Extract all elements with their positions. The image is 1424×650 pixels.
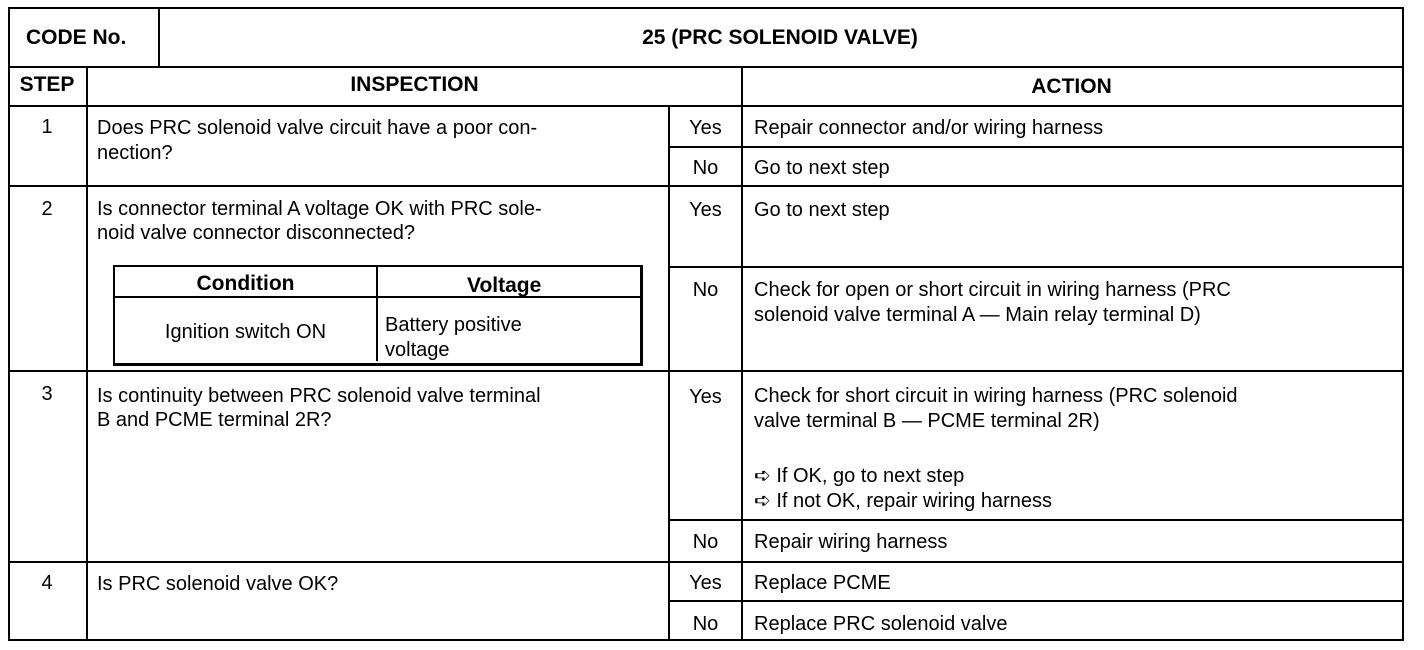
action-text: Replace PCME	[754, 572, 891, 594]
step-number: 2	[41, 198, 53, 220]
action-text: Check for open or short circuit in wiring harness (PRC	[754, 279, 1231, 301]
col-step: STEP	[19, 73, 75, 96]
rule-row1-bottom	[8, 185, 1402, 187]
action-text: Go to next step	[754, 157, 890, 179]
step-number: 3	[41, 383, 53, 405]
step-number: 1	[41, 116, 53, 138]
action-text: Go to next step	[754, 199, 890, 221]
rule-row4-mid	[668, 600, 1402, 602]
rule-answer-divider	[668, 105, 670, 639]
code-label: CODE No.	[26, 26, 127, 49]
inspection-text: Is PRC solenoid valve OK?	[97, 573, 339, 595]
action-subitem: ➪ If OK, go to next step	[754, 465, 965, 487]
subtable-header-voltage: Voltage	[467, 274, 542, 297]
rule-step-divider	[86, 66, 88, 639]
action-text: Replace PRC solenoid valve	[754, 613, 1008, 635]
inspection-text: nection?	[97, 142, 173, 164]
rule-header-bottom	[8, 66, 1402, 68]
no-label: No	[692, 613, 719, 635]
rule-row3-bottom	[8, 561, 1402, 563]
inspection-text: Is connector terminal A voltage OK with PRC sole-	[97, 198, 542, 220]
inspection-text: Is continuity between PRC solenoid valve terminal	[97, 385, 541, 407]
action-text: valve terminal B — PCME terminal 2R)	[754, 410, 1100, 432]
action-text: Repair connector and/or wiring harness	[754, 117, 1104, 139]
no-label: No	[692, 531, 719, 553]
rule-action-divider	[741, 66, 743, 639]
subtable-voltage: Battery positive	[385, 314, 522, 336]
rule-row2-mid	[668, 266, 1402, 268]
code-title: 25 (PRC SOLENOID VALVE)	[642, 26, 918, 49]
rule-row3-mid	[668, 519, 1402, 521]
no-label: No	[692, 157, 719, 179]
subtable-voltage: voltage	[385, 339, 450, 361]
col-action: ACTION	[1031, 75, 1112, 98]
subtable-column-rule	[376, 265, 378, 361]
action-text: solenoid valve terminal A — Main relay terminal D)	[754, 304, 1201, 326]
action-text: Check for short circuit in wiring harness (PRC solenoid	[754, 385, 1238, 407]
inspection-text: B and PCME terminal 2R?	[97, 409, 332, 431]
yes-label: Yes	[689, 572, 722, 594]
rule-row2-bottom	[8, 370, 1402, 372]
yes-label: Yes	[689, 386, 722, 408]
yes-label: Yes	[689, 117, 722, 139]
rule-colhead-bottom	[8, 105, 1402, 107]
inspection-text: Does PRC solenoid valve circuit have a poor con-	[97, 117, 538, 139]
action-text: Repair wiring harness	[754, 531, 948, 553]
step-number: 4	[41, 572, 53, 594]
subtable-header-condition: Condition	[196, 272, 295, 295]
yes-label: Yes	[689, 199, 722, 221]
col-inspection: INSPECTION	[350, 73, 479, 96]
rule-row1-mid	[668, 146, 1402, 148]
no-label: No	[692, 279, 719, 301]
action-subitem: ➪ If not OK, repair wiring harness	[754, 490, 1052, 512]
inspection-text: noid valve connector disconnected?	[97, 222, 415, 244]
subtable-condition: Ignition switch ON	[164, 321, 327, 343]
